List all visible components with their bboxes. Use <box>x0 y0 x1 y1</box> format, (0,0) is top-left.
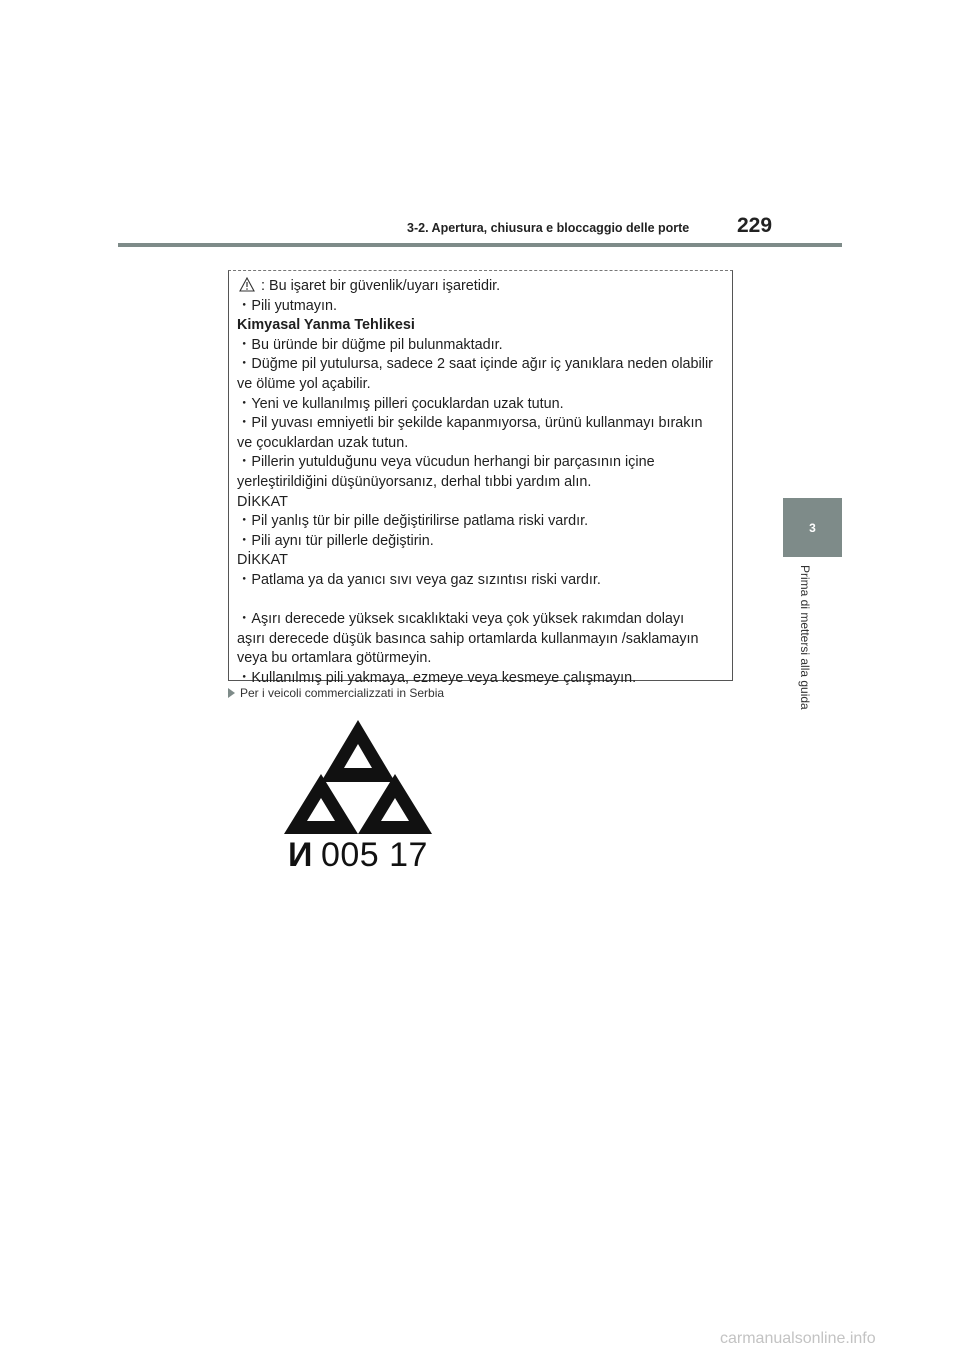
logo-triangle-right <box>358 774 432 834</box>
warning-line-text: ・Düğme pil yutulursa, sadece 2 saat içinde ağır iç yanıklara neden olabilir <box>237 356 713 373</box>
warning-line <box>237 336 732 356</box>
warning-line <box>237 571 732 591</box>
warning-line-text: ve çocuklardan uzak tutun. <box>237 434 409 451</box>
warning-line <box>237 277 732 297</box>
warning-line-text: ・Yeni ve kullanılmış pilleri çocuklardan uzak tutun. <box>237 395 564 412</box>
warning-line <box>237 297 732 317</box>
warning-line-text: yerleştirildiğini düşünüyorsanız, derhal tıbbi yardım alın. <box>237 473 592 490</box>
warning-line-text: ・Pili aynı tür pillerle değiştirin. <box>237 532 434 549</box>
warning-blank-line <box>237 591 732 611</box>
warning-line-text: ・Pil yuvası emniyetli bir şekilde kapanmıyorsa, ürünü kullanmayı bırakın <box>237 415 703 432</box>
warning-line <box>237 551 732 571</box>
page-number: 229 <box>737 214 773 237</box>
warning-line <box>237 532 732 552</box>
warning-line-text: ・Pili yutmayın. <box>237 297 337 314</box>
warning-line-text: aşırı derecede düşük basınca sahip ortamlarda kullanmayın /saklamayın <box>237 630 699 647</box>
warning-line <box>237 649 732 669</box>
warning-line <box>237 630 732 650</box>
warning-line <box>237 375 732 395</box>
serbian-certification-logo <box>282 718 434 836</box>
section-header: 3-2. Apertura, chiusura e bloccaggio delle porte <box>407 221 690 235</box>
warning-box <box>228 270 733 686</box>
certification-mark: И <box>288 836 313 874</box>
warning-line <box>237 395 732 415</box>
chapter-number: 3 <box>809 520 816 535</box>
warning-line-text: ・Aşırı derecede yüksek sıcaklıktaki veya çok yüksek rakımdan dolayı <box>237 611 685 628</box>
warning-line <box>237 512 732 532</box>
warning-line <box>237 414 732 434</box>
watermark: carmanualsonline.info <box>720 1330 876 1347</box>
logo-triangle-left <box>284 774 358 834</box>
certification-code <box>288 836 428 875</box>
serbia-subheading <box>228 686 444 700</box>
warning-line-text: ・Patlama ya da yanıcı sıvı veya gaz sızıntısı riski vardır. <box>237 571 601 588</box>
warning-line <box>237 493 732 513</box>
warning-line-text: ・Kullanılmış pili yakmaya, ezmeye veya kesmeye çalışmayın. <box>237 669 637 686</box>
warning-line-text: ・Pil yanlış tür bir pille değiştirilirse patlama riski vardır. <box>237 513 589 530</box>
logo-triangle-top <box>321 720 395 782</box>
chapter-label: Prima di mettersi alla guida <box>798 565 812 710</box>
chapter-tab <box>783 498 842 557</box>
triangle-right-icon <box>228 688 235 698</box>
warning-line-text: ・Pillerin yutulduğunu veya vücudun herhangi bir parçasının içine <box>237 454 655 471</box>
warning-line-text: ve ölüme yol açabilir. <box>237 375 371 392</box>
warning-triangle-icon <box>239 277 255 292</box>
warning-line <box>237 316 732 336</box>
warning-line-text: veya bu ortamlara götürmeyin. <box>237 650 432 667</box>
warning-line <box>237 453 732 473</box>
header-divider <box>118 243 842 247</box>
warning-line <box>237 473 732 493</box>
warning-line-text: : Bu işaret bir güvenlik/uyarı işaretidir. <box>261 278 501 294</box>
serbia-subheading-label: Per i veicoli commercializzati in Serbia <box>240 686 445 700</box>
warning-line-text: DİKKAT <box>237 552 288 569</box>
warning-line <box>237 610 732 630</box>
warning-line-text: Kimyasal Yanma Tehlikesi <box>237 317 415 334</box>
certification-number: 005 17 <box>320 836 428 874</box>
warning-line <box>237 355 732 375</box>
warning-line-text: ・Bu üründe bir düğme pil bulunmaktadır. <box>237 336 503 353</box>
warning-line <box>237 434 732 454</box>
warning-line-text: DİKKAT <box>237 493 288 510</box>
